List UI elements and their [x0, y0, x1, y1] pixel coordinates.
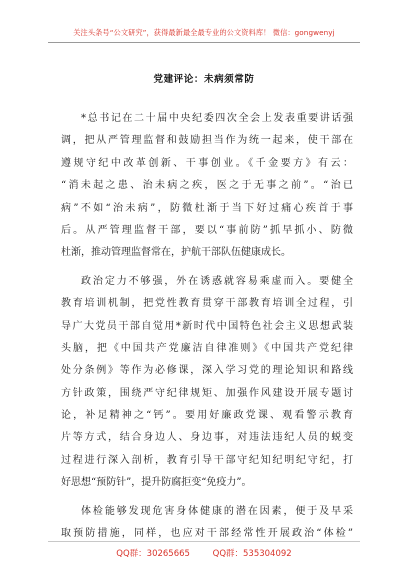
body-line: 方针政策，围绕严守纪律规矩、加强作风建设开展专题讨: [61, 387, 353, 399]
body-line: 后。从严管理监督干部，要以“事前防”抓早抓小、防微: [61, 224, 353, 236]
body-line: 处分条例》等作为必修课，深入学习党的理论知识和路线: [61, 365, 353, 377]
footer-qq-group-1: QQ群：30265665: [116, 549, 190, 559]
body-line: 导广大党员干部自觉用*新时代中国特色社会主义思想武装: [61, 320, 353, 332]
body-line: 取预防措施，同样，也应对干部经常性开展政治“体检”: [61, 528, 353, 540]
header-divider: [48, 42, 360, 43]
paragraph-1: [61, 108, 353, 265]
document-body: [61, 108, 353, 545]
body-line: 教育培训机制，把党性教育贯穿干部教育培训全过程，引: [61, 298, 353, 310]
header-promo-text: 关注头条号“公文研究”，获得最新最全最专业的公文资料库！ 微信：gongwenyj: [73, 28, 335, 37]
body-line: 体检能够发现危害身体健康的潜在因素，便于及早采: [81, 505, 353, 517]
footer-contact: [0, 547, 408, 559]
document-title: 党建评论：未病须常防: [153, 74, 255, 85]
body-line: 头脑，把《中国共产党廉洁自律准则》《中国共产党纪律: [61, 342, 353, 354]
body-line: *总书记在二十届中央纪委四次全会上发表重要讲话强: [81, 113, 353, 124]
body-line: 论，补足精神之“钙”。要用好廉政党课、观看警示教育: [61, 410, 353, 422]
body-line: “消未起之患、治未病之疾，医之于无事之前”。“治已: [61, 180, 353, 192]
body-line: 过程进行深入剖析，教育引导干部守纪知纪明纪守纪，打: [61, 454, 353, 466]
body-line: 片等方式，结合身边人、身边事，对违法违纪人员的蜕变: [61, 432, 353, 444]
body-line: 政治定力不够强，外在诱惑就容易乘虚而入。要健全: [81, 275, 353, 287]
paragraph-2: [61, 271, 353, 495]
paragraph-3: [61, 501, 353, 546]
footer-qq-group-2: QQ群：535304092: [212, 549, 292, 559]
body-line: 杜渐，推动管理监督常在，护航干部队伍健康成长。: [61, 247, 291, 259]
body-line: 好思想“预防针”，提升防腐拒变“免疫力”。: [61, 477, 252, 489]
footer-divider: [48, 541, 360, 542]
body-line: 遵规守纪中改革创新、干事创业。《千金要方》有云：: [61, 157, 353, 169]
body-line: 调，把从严管理监督和鼓励担当作为统一起来，使干部在: [61, 135, 353, 147]
body-line: 病”不如“治未病”，防微杜渐于当下好过痛心疾首于事: [61, 202, 353, 214]
